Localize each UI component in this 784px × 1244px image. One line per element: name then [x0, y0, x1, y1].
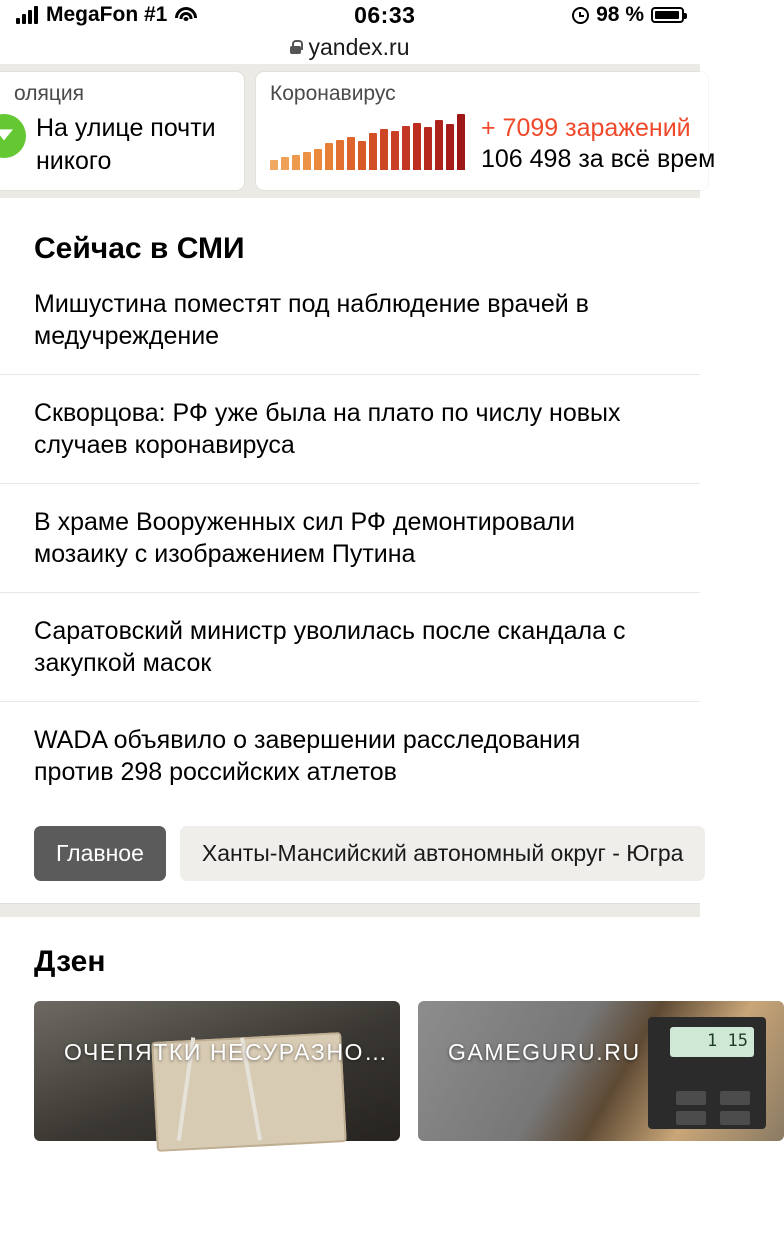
status-bar-left: [16, 3, 197, 27]
coronavirus-delta: + 7099 заражений: [481, 114, 691, 142]
battery-icon: [651, 7, 684, 23]
chart-bar: [380, 129, 388, 170]
coronavirus-card-title: Коронавирус: [270, 82, 396, 105]
dzen-card-display: 1 15: [670, 1027, 754, 1057]
chart-bar: [435, 120, 443, 170]
dzen-card-decoration: [720, 1111, 750, 1125]
url-text: yandex.ru: [308, 33, 410, 60]
news-item[interactable]: Скворцова: РФ уже была на плато по числу новых случаев коронавируса: [0, 374, 700, 483]
dzen-card-caption: GAMEGURU.RU: [448, 1039, 641, 1065]
chart-bar: [424, 127, 432, 171]
chart-bar: [369, 133, 377, 170]
news-item[interactable]: Мишустина поместят под наблюдение врачей в медучреждение: [34, 290, 589, 350]
chart-bar: [358, 141, 366, 170]
coronavirus-stats: [481, 112, 715, 174]
isolation-card[interactable]: [0, 72, 244, 190]
chart-bar: [446, 124, 454, 170]
dzen-cards: [0, 1001, 748, 1141]
news-item[interactable]: WADA объявило о завершении расследования против 298 российских атлетов: [0, 701, 700, 810]
news-heading: Сейчас в СМИ: [34, 232, 245, 265]
dzen-card-decoration: [676, 1111, 706, 1125]
lock-icon: [290, 40, 301, 54]
address-bar[interactable]: [0, 30, 700, 64]
coronavirus-card[interactable]: [256, 72, 716, 190]
dzen-card-decoration: [676, 1091, 706, 1105]
news-section: [0, 198, 700, 903]
dzen-heading: Дзен: [34, 945, 106, 978]
informer-cards: [0, 72, 716, 190]
clock-label: 06:33: [354, 1, 416, 28]
chart-bar: [314, 149, 322, 170]
alarm-icon: [572, 7, 589, 24]
dzen-card[interactable]: [418, 1001, 784, 1141]
chart-bar: [413, 123, 421, 170]
informer-carousel[interactable]: [0, 64, 716, 198]
isolation-card-text: На улице почти никого: [36, 114, 216, 175]
chart-bar: [391, 131, 399, 170]
chart-bar: [292, 155, 300, 170]
coronavirus-bar-chart: [270, 112, 465, 170]
dzen-card[interactable]: [34, 1001, 400, 1141]
chart-bar: [457, 114, 465, 170]
tab-region[interactable]: Ханты-Мансийский автономный округ - Югра: [180, 826, 706, 881]
signal-icon: [16, 6, 38, 24]
isolation-card-title: оляция: [14, 82, 84, 105]
chart-bar: [402, 126, 410, 170]
coronavirus-total: 106 498 за всё врем: [481, 145, 716, 173]
news-item[interactable]: В храме Вооруженных сил РФ демонтировали мозаику с изображением Путина: [0, 483, 700, 592]
chart-bar: [303, 152, 311, 170]
carrier-label: MegaFon #1: [46, 3, 168, 26]
chart-bar: [281, 157, 289, 170]
dzen-section: [0, 917, 748, 1141]
chart-bar: [336, 140, 344, 170]
coronavirus-card-body: [270, 112, 716, 174]
news-tabs: [0, 810, 700, 903]
battery-percent-label: 98 %: [596, 3, 644, 26]
wifi-icon: [175, 7, 197, 24]
chart-bar: [325, 143, 333, 170]
tab-main[interactable]: Главное: [34, 826, 166, 881]
isolation-card-body: [8, 112, 230, 177]
section-divider: [0, 903, 700, 917]
news-item[interactable]: Саратовский министр уволилась после скандала с закупкой масок: [0, 592, 700, 701]
chart-bar: [270, 160, 278, 170]
status-bar: [0, 0, 700, 30]
dzen-card-caption: ОЧЕПЯТКИ НЕСУРАЗНО…: [64, 1039, 389, 1065]
dzen-card-decoration: [720, 1091, 750, 1105]
chart-bar: [347, 137, 355, 170]
arrow-down-circle-icon: [0, 114, 26, 158]
status-bar-right: [572, 3, 684, 27]
